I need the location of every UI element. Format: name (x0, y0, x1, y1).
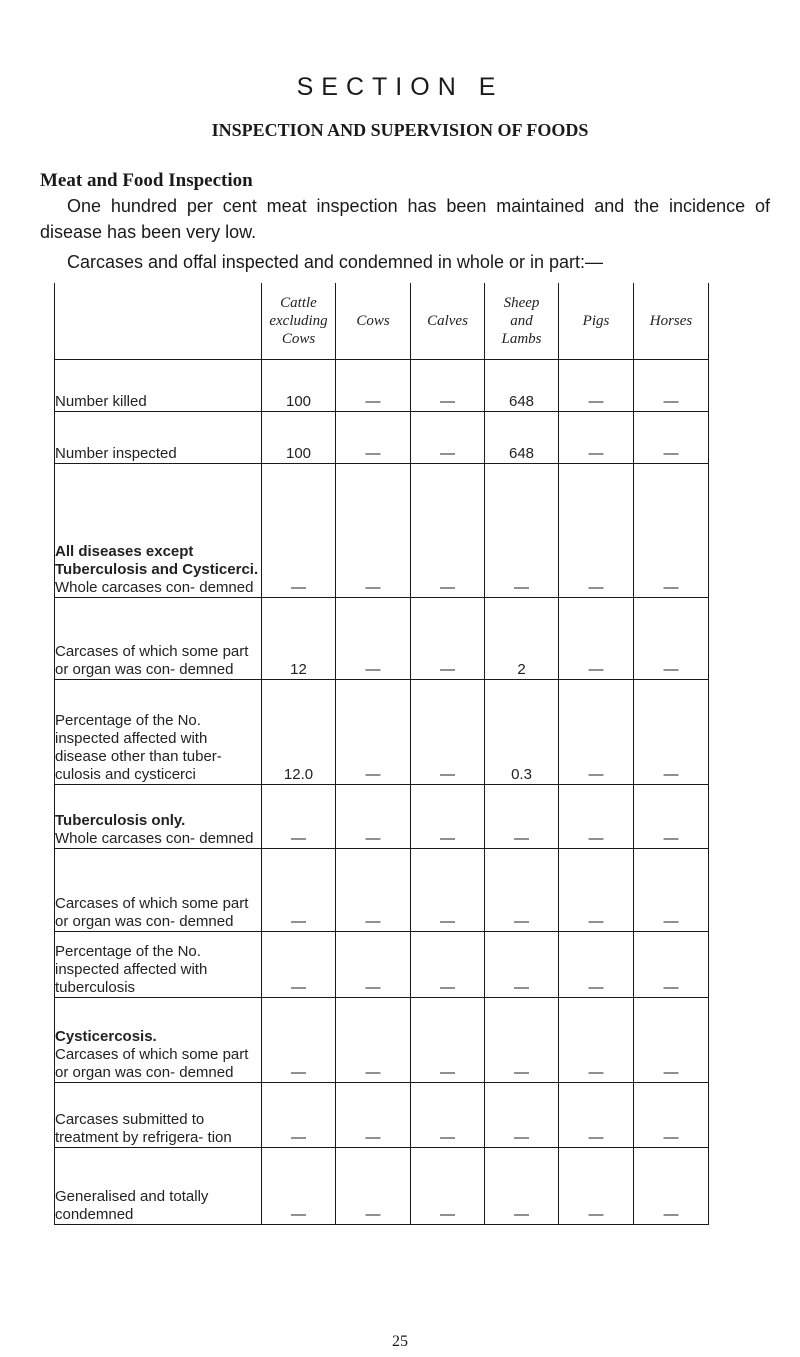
value-cell: — (485, 784, 559, 848)
row-label: Percentage of the No. inspected affected with disease other than tuber- culosis and cysticerci (55, 711, 222, 783)
col-header-cattle (262, 283, 336, 359)
value-cell: — (559, 997, 634, 1082)
row-label-cell (55, 679, 262, 784)
col-header-line: Lambs (501, 330, 542, 347)
value-cell: — (336, 784, 411, 848)
col-header-line: Pigs (582, 312, 610, 329)
value-cell: — (634, 997, 709, 1082)
col-header-pigs (559, 283, 634, 359)
row-label-heading: All diseases except Tuberculosis and Cysticerci. (55, 542, 259, 578)
value-cell: — (262, 848, 336, 931)
value-cell: — (262, 784, 336, 848)
value-cell: — (336, 848, 411, 931)
value-cell: — (411, 463, 485, 597)
value-cell: — (559, 784, 634, 848)
col-header-calves (411, 283, 485, 359)
table-row (55, 597, 709, 679)
value-cell: — (559, 411, 634, 463)
table-row (55, 848, 709, 931)
row-label-heading: Cysticercosis. (55, 1027, 157, 1045)
value-cell: — (634, 679, 709, 784)
value-cell: — (634, 784, 709, 848)
value-cell: — (411, 597, 485, 679)
value-cell: — (411, 359, 485, 411)
value-cell: 2 (485, 597, 559, 679)
value-cell: — (634, 359, 709, 411)
row-label: Percentage of the No. inspected affected with tuberculosis (55, 942, 208, 996)
table-intro-paragraph: Carcases and offal inspected and condemned in whole or in part:— (67, 252, 603, 272)
col-header-sheep (485, 283, 559, 359)
table-row (55, 679, 709, 784)
col-header-line: excluding (269, 312, 328, 329)
value-cell: — (262, 1082, 336, 1147)
row-label-cell (55, 597, 262, 679)
table-row (55, 359, 709, 411)
value-cell: — (559, 679, 634, 784)
row-label: Carcases submitted to treatment by refrigera- tion (55, 1110, 232, 1146)
value-cell: — (336, 359, 411, 411)
value-cell: 0.3 (485, 679, 559, 784)
value-cell: — (411, 931, 485, 997)
value-cell: — (411, 848, 485, 931)
value-cell: — (634, 463, 709, 597)
value-cell: — (336, 997, 411, 1082)
value-cell: — (336, 411, 411, 463)
table-row (55, 463, 709, 597)
row-label-cell (55, 848, 262, 931)
col-header-line: Horses (649, 312, 693, 329)
col-header-line: Cows (281, 330, 316, 347)
value-cell: — (559, 1147, 634, 1224)
value-cell: — (559, 931, 634, 997)
value-cell: — (262, 1147, 336, 1224)
page-number: 25 (392, 1333, 408, 1350)
value-cell: — (559, 1082, 634, 1147)
section-heading: SECTION E (296, 73, 504, 101)
col-header-cows (336, 283, 411, 359)
subheading: Meat and Food Inspection (40, 170, 253, 191)
value-cell: — (559, 597, 634, 679)
row-label: Carcases of which some part or organ was con- demned (55, 1045, 249, 1081)
value-cell: — (634, 1082, 709, 1147)
intro-paragraph: One hundred per cent meat inspection has been maintained and the incidence of disease has been very low. (40, 196, 770, 242)
value-cell: — (485, 1147, 559, 1224)
value-cell: — (411, 411, 485, 463)
value-cell: 12 (262, 597, 336, 679)
row-label: Number killed (55, 392, 147, 410)
value-cell: 648 (485, 359, 559, 411)
value-cell: — (411, 679, 485, 784)
table-row (55, 931, 709, 997)
value-cell: — (485, 1082, 559, 1147)
value-cell: — (411, 784, 485, 848)
table-row (55, 784, 709, 848)
table-row (55, 1147, 709, 1224)
value-cell: 12.0 (262, 679, 336, 784)
col-header-horses (634, 283, 709, 359)
inspection-table (54, 283, 709, 1225)
col-header-line: Cattle (280, 294, 317, 311)
row-label-cell (55, 997, 262, 1082)
value-cell: — (262, 463, 336, 597)
value-cell: 648 (485, 411, 559, 463)
corner-cell (55, 283, 262, 359)
value-cell: — (485, 463, 559, 597)
value-cell: — (336, 463, 411, 597)
table-row (55, 411, 709, 463)
col-header-line: Cows (356, 312, 390, 329)
row-label-cell (55, 1082, 262, 1147)
value-cell: — (634, 931, 709, 997)
value-cell: — (634, 411, 709, 463)
row-label-cell (55, 463, 262, 597)
row-label-cell (55, 1147, 262, 1224)
value-cell: — (634, 848, 709, 931)
table-body (55, 359, 709, 1224)
row-label: Carcases of which some part or organ was con- demned (55, 894, 249, 930)
value-cell: — (336, 1147, 411, 1224)
page-title: INSPECTION AND SUPERVISION OF FOODS (211, 120, 589, 140)
value-cell: — (336, 1082, 411, 1147)
value-cell: — (262, 997, 336, 1082)
value-cell: — (559, 848, 634, 931)
row-label-cell (55, 784, 262, 848)
value-cell: — (559, 463, 634, 597)
row-label: Number inspected (55, 444, 177, 462)
row-label-cell (55, 359, 262, 411)
table-row (55, 1082, 709, 1147)
value-cell: 100 (262, 359, 336, 411)
value-cell: — (262, 931, 336, 997)
col-header-line: and (510, 312, 533, 329)
value-cell: — (336, 679, 411, 784)
value-cell: — (336, 597, 411, 679)
row-label: Carcases of which some part or organ was con- demned (55, 642, 249, 678)
value-cell: — (485, 997, 559, 1082)
table-header-row (55, 283, 709, 359)
col-header-line: Sheep (503, 294, 540, 311)
row-label-cell (55, 931, 262, 997)
value-cell: — (634, 597, 709, 679)
value-cell: — (411, 1147, 485, 1224)
value-cell: — (559, 359, 634, 411)
value-cell: — (485, 848, 559, 931)
table-row (55, 997, 709, 1082)
value-cell: 100 (262, 411, 336, 463)
row-label: Whole carcases con- demned (55, 578, 254, 596)
row-label-heading: Tuberculosis only. (55, 811, 186, 829)
row-label: Whole carcases con- demned (55, 829, 254, 847)
value-cell: — (485, 931, 559, 997)
value-cell: — (634, 1147, 709, 1224)
value-cell: — (336, 931, 411, 997)
row-label-cell (55, 411, 262, 463)
col-header-line: Calves (427, 312, 468, 329)
value-cell: — (411, 1082, 485, 1147)
row-label: Generalised and totally condemned (55, 1187, 209, 1223)
value-cell: — (411, 997, 485, 1082)
